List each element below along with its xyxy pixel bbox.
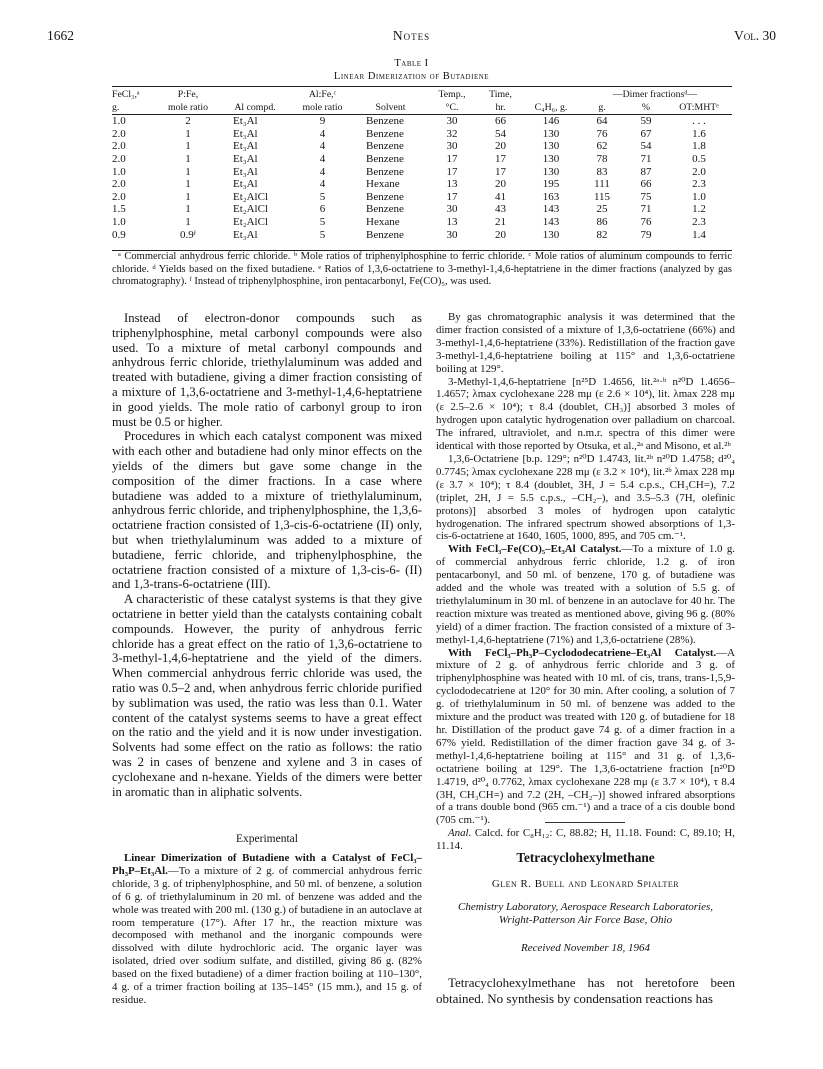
table-cell: 30 <box>446 140 458 153</box>
col-pfe-unit: mole ratio <box>168 101 208 113</box>
table-cell: 1.0 <box>112 115 126 128</box>
article-separator <box>545 822 625 823</box>
article-body: Tetracyclohexylmethane has not heretofore been obtained. No synthesis by condensation reactions has <box>436 975 735 1006</box>
table-cell: Et₃Al <box>233 140 258 153</box>
table-cell: 17 <box>446 165 458 178</box>
table-cell: 30 <box>446 203 458 216</box>
table-cell: 4 <box>319 178 326 191</box>
col-temp: Temp., <box>438 89 466 100</box>
table-cell: . . . <box>692 115 706 128</box>
table-cell: 111 <box>594 178 610 191</box>
table-cell: 5 <box>319 215 326 228</box>
table-cell: 59 <box>640 115 652 128</box>
section-heading-experimental: Experimental <box>236 833 298 845</box>
table-cell: 163 <box>542 190 560 203</box>
paragraph: Procedures in which each catalyst component was mixed with each other and butadiene had only minor effects on the yields of the dimers but gave some change in the composition of the dimer fractions. In a case where butadiene was added to a mixture of triethylaluminum, anhydrous ferric chloride, and triphenylphosphine, the 1,3,6-octatriene fraction consisted of 1,3-cis-6-octatriene (II) only, but when triethylaluminum was added to a mixture of butadiene, ferric chloride, and triphenylphosphine, the octatriene fraction consisted of a mixture of 1,3-cis-6- (II) and 1,3-trans-6-octatriene (III). <box>112 429 422 592</box>
paragraph: By gas chromatographic analysis it was determined that the dimer fraction consisted of a mixture of 1,3,6-octatriene (66%) and 3-methyl-1,4,6-heptatriene (33%). Redistillation of the fraction gave 3-methyl-1,4,6-heptatriene boiling at 115° and 1,3,6-octatriene boiling at 129°. <box>436 311 735 375</box>
page-number: 1662 <box>47 28 74 43</box>
col-al-compd: Al compd. <box>234 101 276 113</box>
table-cell: 130 <box>542 228 560 241</box>
table-cell: 30 <box>446 115 458 128</box>
table-cell: 5 <box>319 190 326 203</box>
table-cell: 130 <box>542 140 560 153</box>
table-row <box>112 140 732 153</box>
run-in-heading: Linear Dimerization of Butadiene with a Catalyst of FeCl₃–Ph₃P–Et₃Al. <box>112 852 422 877</box>
table-cell: 43 <box>495 203 506 216</box>
paragraph: 3-Methyl-1,4,6-heptatriene [n²⁵D 1.4656, lit.²ᵃ·ᵇ n²⁰D 1.4656–1.4657; λmax cyclohexane 228 mμ (ε 2.6 × 10⁴), lit. λmax 228 mμ (ε 2.5–2.6 × 10⁴); τ 8.4 (doublet, CH₃)] absorbed 3 moles of hydrogen upon catalytic hydrogenation over palladium on charcoal. The infrared, ultraviolet, and n.m.r. spectra of this dimer were identical with those reported by Otsuka, et al.,²ᵃ and Misono, et al.²ᵇ <box>436 375 735 453</box>
table-header-row-1 <box>112 89 732 102</box>
run-in-heading: With FeCl₃–Fe(CO)₅–Et₃Al Catalyst. <box>448 543 622 556</box>
table-cell: Et₃Al <box>233 127 258 140</box>
table-cell: Et₃Al <box>233 165 258 178</box>
table-cell: 13 <box>446 178 458 191</box>
table-cell: 1.8 <box>692 140 706 153</box>
table-cell: Benzene <box>366 165 404 178</box>
table-cell: 54 <box>495 127 506 140</box>
col-dimer-g: g. <box>598 101 606 113</box>
table-cell: 1 <box>185 178 191 191</box>
table-cell: 195 <box>542 178 560 191</box>
table-cell: Hexane <box>366 178 400 191</box>
table-cell: 2.3 <box>692 178 706 191</box>
table-cell: 1 <box>185 203 191 216</box>
paragraph: 1,3,6-Octatriene [b.p. 129°; n²⁰D 1.4743, lit.²ᵇ n²⁰D 1.4758; d²⁰₄ 0.7745; λmax cyclohexane 228 mμ (ε 3.2 × 10⁴), lit.²ᵇ λmax 228 mμ (ε 3.7 × 10⁴); τ 8.4 (doublet, 3H, J = 5.4 c.p.s., CH₃CH=), 7.2 (triplet, 2H, J = 5.5 c.p.s., –CH₂–), and 3.5–5.3 (7H, olefinic protons)] absorbed 3 moles of hydrogen upon catalytic hydrogenation. The infrared spectrum showed absorptions of 1,3-cis-6-octatriene at 1640, 1605, 1000, 895, and 705 cm.⁻¹. <box>436 452 735 543</box>
table-cell: 0.5 <box>692 152 706 165</box>
table-cell: 1 <box>185 215 191 228</box>
table-cell: Benzene <box>366 115 404 128</box>
article-received-date: Received November 18, 1964 <box>521 942 650 954</box>
article-title: Tetracyclohexylmethane <box>516 850 655 865</box>
table-cell: 1.0 <box>112 165 126 178</box>
table-cell: 17 <box>495 165 506 178</box>
table-cell: Benzene <box>366 190 404 203</box>
table-row <box>112 216 732 229</box>
col-alfe: Al:Fe,ᶜ <box>308 89 337 100</box>
table-row <box>112 178 732 191</box>
table-cell: Benzene <box>366 140 404 153</box>
col-dimer-pct: % <box>641 101 651 113</box>
table-cell: 32 <box>446 127 458 140</box>
table-cell: 13 <box>446 215 458 228</box>
table-cell: 2.0 <box>112 178 126 191</box>
col-c4h6: C₄H₆, g. <box>534 101 568 113</box>
table-footnotes: ᵃ Commercial anhydrous ferric chloride. ᵇ Mole ratios of triphenylphosphine to ferric chloride. ᶜ Mole ratios of aluminum compounds to ferric chloride. ᵈ Yields based on the fixed butadiene. ᵉ Ratios of 1,3,6-octatriene to 3-methyl-1,4,6-heptatriene in the dimer fractions (analyzed by gas chromatography). ᶠ Instead of triphenylphosphine, iron pentacarbonyl, Fe(CO)₅, was used. <box>112 251 732 287</box>
table-cell: Et₂AlCl <box>233 190 269 203</box>
table-cell: 1.6 <box>692 127 706 140</box>
table-cell: 115 <box>593 190 611 203</box>
table-cell: 17 <box>446 190 458 203</box>
table-cell: Et₃Al <box>233 152 258 165</box>
table-cell: 1 <box>185 127 191 140</box>
table-cell: 130 <box>542 152 560 165</box>
table-cell: 130 <box>542 127 560 140</box>
volume-label: Vol. 30 <box>734 28 776 43</box>
paragraph: With FeCl₃–Ph₃P–Cyclododecatriene–Et₃Al Catalyst.—A mixture of 2 g. of anhydrous ferric chloride and 3 g. of triphenylphosphine was heated with 10 ml. of cis, trans, trans-1,5,9-cyclododecatriene at 120° for 30 min. After cooling, a solution of 7 g. of triethylaluminum in 50 ml. of benzene was added to the mixture and the product was treated with 120 g. of butadiene for 18 hr. Distillation of the product gave 74 g. of a dimer fraction in a 67% yield. Redistillation of the dimer fraction gave 34 g. of 3-methyl-1,4,6-heptatriene boiling at 115° and 31 g. of 1,3,6-octatriene boiling at 129°. The 1,3,6-octatriene fraction [n²⁰D 1.4719, d²⁰₄ 0.7762, λmax cyclohexane 228 mμ (ε 3.7 × 10⁴), τ 8.4 (3H, CH₃CH=) and 7.2 (2H, –CH₂–)] showed infrared absorptions of a trans double bond (965 cm.⁻¹) and a trace of a cis double bond (705 cm.⁻¹). <box>436 646 735 827</box>
table-row <box>112 229 732 242</box>
table-cell: 2.0 <box>112 127 126 140</box>
table-row <box>112 203 732 216</box>
table-cell: Benzene <box>366 152 404 165</box>
col-time: Time, <box>489 89 512 100</box>
col-solvent: Solvent <box>375 101 406 113</box>
table-cell: 30 <box>446 228 458 241</box>
table-cell: 9 <box>319 115 326 128</box>
table-cell: Benzene <box>366 228 404 241</box>
table-cell: 143 <box>542 215 560 228</box>
table-cell: 2.3 <box>692 215 706 228</box>
table-cell: 0.9ᶠ <box>179 228 197 241</box>
table-cell: 67 <box>640 127 652 140</box>
table-cell: 86 <box>596 215 608 228</box>
table-row <box>112 128 732 141</box>
table-cell: 6 <box>319 203 326 216</box>
table-cell: 20 <box>495 140 506 153</box>
table-cell: 1 <box>185 140 191 153</box>
table-cell: Hexane <box>366 215 400 228</box>
table-cell: 54 <box>640 140 652 153</box>
table-cell: 64 <box>596 115 608 128</box>
table-cell: 2.0 <box>112 152 126 165</box>
table-cell: 1 <box>185 152 191 165</box>
table-cell: 71 <box>640 152 652 165</box>
table-cell: 62 <box>596 140 608 153</box>
table-title: Table I <box>394 58 429 69</box>
table-cell: 1.5 <box>112 203 126 216</box>
table-cell: Et₂AlCl <box>233 215 269 228</box>
running-head: Notes <box>392 28 431 43</box>
article-affiliation: Chemistry Laboratory, Aerospace Research Laboratories, Wright-Patterson Air Force Base, Ohio <box>457 901 714 926</box>
table-cell: 4 <box>319 140 326 153</box>
table-caption: Linear Dimerization of Butadiene <box>333 71 490 82</box>
table-row <box>112 153 732 166</box>
table-cell: 66 <box>495 115 506 128</box>
table-cell: Et₃Al <box>233 115 258 128</box>
col-alfe-unit: mole ratio <box>302 101 343 113</box>
table-cell: 4 <box>319 152 326 165</box>
paragraph: With FeCl₃–Fe(CO)₅–Et₃Al Catalyst.—To a mixture of 1.0 g. of commercial anhydrous ferric chloride, 1.2 g. of iron pentacarbonyl, and 50 ml. of benzene, 170 g. of butadiene was added and the whole was treated with a solution of 5.5 g. of triethylaluminum in 30 ml. of benzene in an autoclave for 40 hr. The reaction mixture was treated as mentioned above, giving 96 g. (80% yield) of a dimer fraction. The fraction consisted of a mixture of 3-methyl-1,4,6-heptatriene (71%) and 1,3,6-octatriene (28%). <box>436 543 735 646</box>
paragraph: Instead of electron-donor compounds such as triphenylphosphine, metal carbonyl compounds were also used. To a mixture of metal carbonyl compounds and anhydrous ferric chloride, triethylaluminum was added and treated with butadiene, giving a dimer fraction consisting of a mixture of 1,3,6-octatriene and 3-methyl-1,4,6-heptatriene in good yields. The mole ratio of carbonyl group to iron must be 0.5 or higher. <box>112 311 422 429</box>
table-cell: Benzene <box>366 203 404 216</box>
col-temp-unit: °C. <box>445 101 459 113</box>
table-cell: 79 <box>640 228 652 241</box>
table-cell: 41 <box>495 190 506 203</box>
paragraph: Anal. Calcd. for C₈H₁₂: C, 88.82; H, 11.18. Found: C, 89.10; H, 11.14. <box>436 827 735 853</box>
table-cell: 21 <box>495 215 506 228</box>
table-cell: 1.0 <box>692 190 706 203</box>
table-cell: 2.0 <box>112 190 126 203</box>
table-cell: Et₂AlCl <box>233 203 269 216</box>
table-header-row-2 <box>112 102 732 115</box>
table-row <box>112 166 732 179</box>
left-column <box>112 311 422 799</box>
table-cell: 5 <box>319 228 326 241</box>
table-cell: 0.9 <box>112 228 126 241</box>
table-cell: 76 <box>640 215 652 228</box>
table-cell: 2.0 <box>692 165 706 178</box>
table-cell: 20 <box>495 178 506 191</box>
table-cell: 2 <box>185 115 191 128</box>
table-cell: 143 <box>542 203 560 216</box>
col-ot-mht: OT:MHTᵉ <box>679 101 719 113</box>
anal-label: Anal. <box>448 827 472 840</box>
table-cell: 76 <box>596 127 608 140</box>
table-cell: 130 <box>542 165 560 178</box>
table-cell: 87 <box>640 165 652 178</box>
col-fecl3-unit: g. <box>112 101 120 113</box>
table-cell: Et₃Al <box>233 178 258 191</box>
article-authors: Glen R. Buell and Leonard Spialter <box>491 878 680 890</box>
table-cell: Benzene <box>366 127 404 140</box>
col-fecl3: FeCl₃,ᵃ <box>112 89 140 100</box>
table-cell: 82 <box>596 228 608 241</box>
col-time-unit: hr. <box>495 101 506 113</box>
table-row <box>112 191 732 204</box>
experimental-text <box>112 852 422 1007</box>
paragraph: A characteristic of these catalyst systems is that they give octatriene in better yield than the catalysts containing cobalt compounds. However, the purity of anhydrous ferric chloride has a great effect on the ratio of 1,3,6-octatriene to 3-methyl-1,4,6-heptatriene and the yield of the dimers. When commercial anhydrous ferric chloride was used, the ratio was 0.5–2 and, when anhydrous ferric chloride purified by sublimation was used, the ratio was less than 0.1. Water content of the catalyst systems seems to have a great effect on the ratio and the yield and it is now under investigation. Solvents had some effect on the ratio as follows: the ratio was 2 in cases of benzene and xylene and 3 in cases of cyclohexane and n-hexane. Yields of the dimers were better in aromatic than in aliphatic solvents. <box>112 592 422 799</box>
table-cell: 20 <box>495 228 506 241</box>
table-cell: 71 <box>640 203 652 216</box>
table-cell: 1.2 <box>692 203 706 216</box>
table-cell: 66 <box>640 178 652 191</box>
table-cell: 17 <box>446 152 458 165</box>
paragraph: Linear Dimerization of Butadiene with a Catalyst of FeCl₃–Ph₃P–Et₃Al.—To a mixture of 2 g. of commercial anhydrous ferric chloride, 3 g. of triphenylphosphine, and 50 ml. of benzene, a solution of 6 g. of triethylaluminum in 20 ml. of benzene was added and the whole was treated with 200 ml. (130 g.) of butadiene in an autoclave at room temperature (17°). After 17 hr., the reaction mixture was decomposed with methanol and the inorganic compounds were dissolved with dilute hydrochloric acid. The organic layer was isolated, dried over sodium sulfate, and distilled, giving 86 g. (82% based on the fixed butadiene) of a dimer fraction boiling at 110–130°, 4 g. of a trimer fraction boiling at 135–145° (15 mm.), and 15 g. of residue. <box>112 852 422 1006</box>
table-cell: 83 <box>596 165 608 178</box>
col-pfe: P:Fe, <box>177 89 199 100</box>
right-column <box>436 311 735 853</box>
col-dimer-group: —Dimer fractionsᵈ— <box>612 89 698 100</box>
table-cell: 1 <box>185 165 191 178</box>
table-cell: 146 <box>542 115 560 128</box>
data-table <box>112 89 732 241</box>
table-cell: 1 <box>185 190 191 203</box>
table-cell: Et₃Al <box>233 228 258 241</box>
table-cell: 1.0 <box>112 215 126 228</box>
table-top-rule <box>112 86 732 87</box>
table-cell: 4 <box>319 165 326 178</box>
run-in-heading: With FeCl₃–Ph₃P–Cyclododecatriene–Et₃Al Catalyst. <box>448 646 717 659</box>
table-cell: 75 <box>640 190 652 203</box>
table-cell: 25 <box>596 203 608 216</box>
table-row <box>112 115 732 128</box>
table-cell: 4 <box>319 127 326 140</box>
table-cell: 17 <box>495 152 506 165</box>
table-cell: 78 <box>596 152 608 165</box>
table-cell: 2.0 <box>112 140 126 153</box>
table-cell: 1.4 <box>692 228 706 241</box>
